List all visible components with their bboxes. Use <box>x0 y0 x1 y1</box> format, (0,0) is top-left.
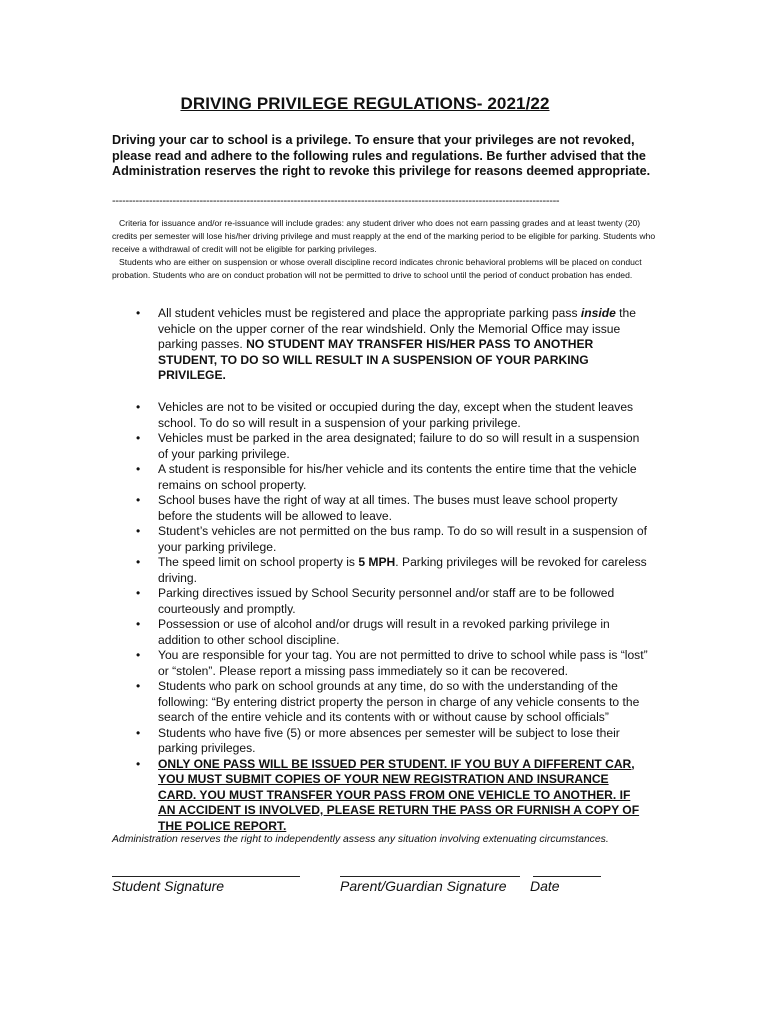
bullet-icon: • <box>136 431 141 445</box>
rule-text: A student is responsible for his/her vehicle and its contents the entire time that the vehicle remains on school property. <box>158 462 637 492</box>
rule-text: . Parking privileges will be revoked for careless driving. <box>158 555 647 585</box>
rule-item <box>0 586 648 617</box>
separator-line: ------------------------------------------------------------------------------------------------------------------------------------- <box>112 195 560 207</box>
bullet-icon: • <box>136 462 141 476</box>
rule-text: ONLY ONE PASS WILL BE ISSUED PER STUDENT. IF YOU BUY A DIFFERENT CAR, YOU MUST SUBMIT COPIES OF YOUR NEW REGISTRATION AND INSURANCE CARD. YOU MUST TRANSFER YOUR PASS FROM ONE VEHICLE TO ANOTHER. IF AN ACCIDENT IS INVOLVED, PLEASE RETURN THE PASS OR FURNISH A COPY OF THE POLICE REPORT. <box>158 756 640 833</box>
bullet-icon: • <box>136 617 141 631</box>
rule-text: The speed limit on school property is <box>158 555 359 569</box>
rules-list <box>0 400 648 834</box>
bullet-icon: • <box>136 306 141 320</box>
rule-warning: NO STUDENT MAY TRANSFER HIS/HER PASS TO ANOTHER STUDENT, TO DO SO WILL RESULT IN A SUSPENSION OF YOUR PARKING PRIVILEGE. <box>158 337 594 382</box>
rule-one-pass <box>0 757 648 835</box>
speed-limit-value: 5 MPH <box>358 555 396 569</box>
bullet-icon: • <box>136 679 141 693</box>
rule-text: Students who have five (5) or more absences per semester will be subject to lose their parking privileges. <box>158 725 620 755</box>
rule-text: Vehicles must be parked in the area designated; failure to do so will result in a suspension of your parking privilege. <box>158 431 640 461</box>
rule-item <box>0 462 648 493</box>
rule-emphasis: inside <box>580 306 616 320</box>
rule-item <box>0 648 648 679</box>
rule-item <box>0 524 648 555</box>
bullet-icon: • <box>136 555 141 569</box>
rule-item <box>0 400 648 431</box>
criteria-grades: Criteria for issuance and/or re-issuance will include grades: any student driver who does not earn passing grades and at least twenty (20) credits per semester will lose his/her driving privilege and must reapply at the end of the marking period to be eligible for parking. Students who receive a withdrawal of credit will not be eligible for parking privileges. <box>112 218 656 254</box>
bullet-icon: • <box>136 756 141 771</box>
rules-list-top <box>0 306 648 384</box>
rule-text: Parking directives issued by School Security personnel and/or staff are to be followed courteously and promptly. <box>158 586 615 616</box>
rule-registration <box>0 306 648 384</box>
rule-text: the vehicle on the upper corner of the rear windshield. Only the Memorial Office may issue parking passes. <box>158 306 636 351</box>
rule-text: Possession or use of alcohol and/or drugs will result in a revoked parking privilege in addition to other school discipline. <box>158 617 610 647</box>
rule-text: School buses have the right of way at all times. The buses must leave school property before the students will be allowed to leave. <box>158 493 618 523</box>
date-line[interactable] <box>533 876 601 877</box>
bullet-icon: • <box>136 648 141 662</box>
parent-signature-label: Parent/Guardian Signature <box>340 878 507 894</box>
rule-item <box>0 679 648 726</box>
rule-item <box>0 431 648 462</box>
rule-text: Student’s vehicles are not permitted on the bus ramp. To do so will result in a suspension of your parking privilege. <box>158 524 647 554</box>
rule-text: Vehicles are not to be visited or occupied during the day, except when the student leaves school. To do so will result in a suspension of your parking privilege. <box>158 400 634 430</box>
bullet-icon: • <box>136 400 141 414</box>
student-signature-label: Student Signature <box>112 878 225 894</box>
rule-item <box>0 617 648 648</box>
date-label: Date <box>530 878 560 894</box>
page-title: DRIVING PRIVILEGE REGULATIONS- 2021/22 <box>180 94 550 113</box>
bullet-icon: • <box>136 493 141 507</box>
bullet-icon: • <box>136 586 141 600</box>
criteria-section <box>112 217 660 282</box>
criteria-conduct: Students who are either on suspension or whose overall discipline record indicates chronic behavioral problems will be placed on conduct probation. Students who are on conduct probation will not be permitted to drive to school until the period of conduct probation has ended. <box>112 257 642 280</box>
student-signature-line[interactable] <box>112 876 300 877</box>
bullet-icon: • <box>136 725 141 740</box>
administration-note: Administration reserves the right to independently assess any situation involving extenuating circumstances. <box>112 834 609 845</box>
bullet-icon: • <box>136 524 141 538</box>
rule-item <box>0 726 648 757</box>
rule-text: You are responsible for your tag. You are not permitted to drive to school while pass is “lost” or “stolen”. Please report a missing pass immediately so it can be recovered. <box>158 648 648 678</box>
rule-speed-limit <box>0 555 648 586</box>
intro-paragraph: Driving your car to school is a privilege. To ensure that your privileges are not revoked, please read and adhere to the following rules and regulations. Be further advised that the Administration reserves the right to revoke this privilege for reasons deemed appropriate. <box>112 133 651 178</box>
rule-text: All student vehicles must be registered and place the appropriate parking pass <box>158 306 581 320</box>
rule-text: Students who park on school grounds at any time, do so with the understanding of the following: “By entering district property the person in charge of any vehicle consents to the search of the entire vehicle and its contents with or without cause by school officials” <box>158 679 640 724</box>
rule-item <box>0 493 648 524</box>
parent-signature-line[interactable] <box>340 876 520 877</box>
